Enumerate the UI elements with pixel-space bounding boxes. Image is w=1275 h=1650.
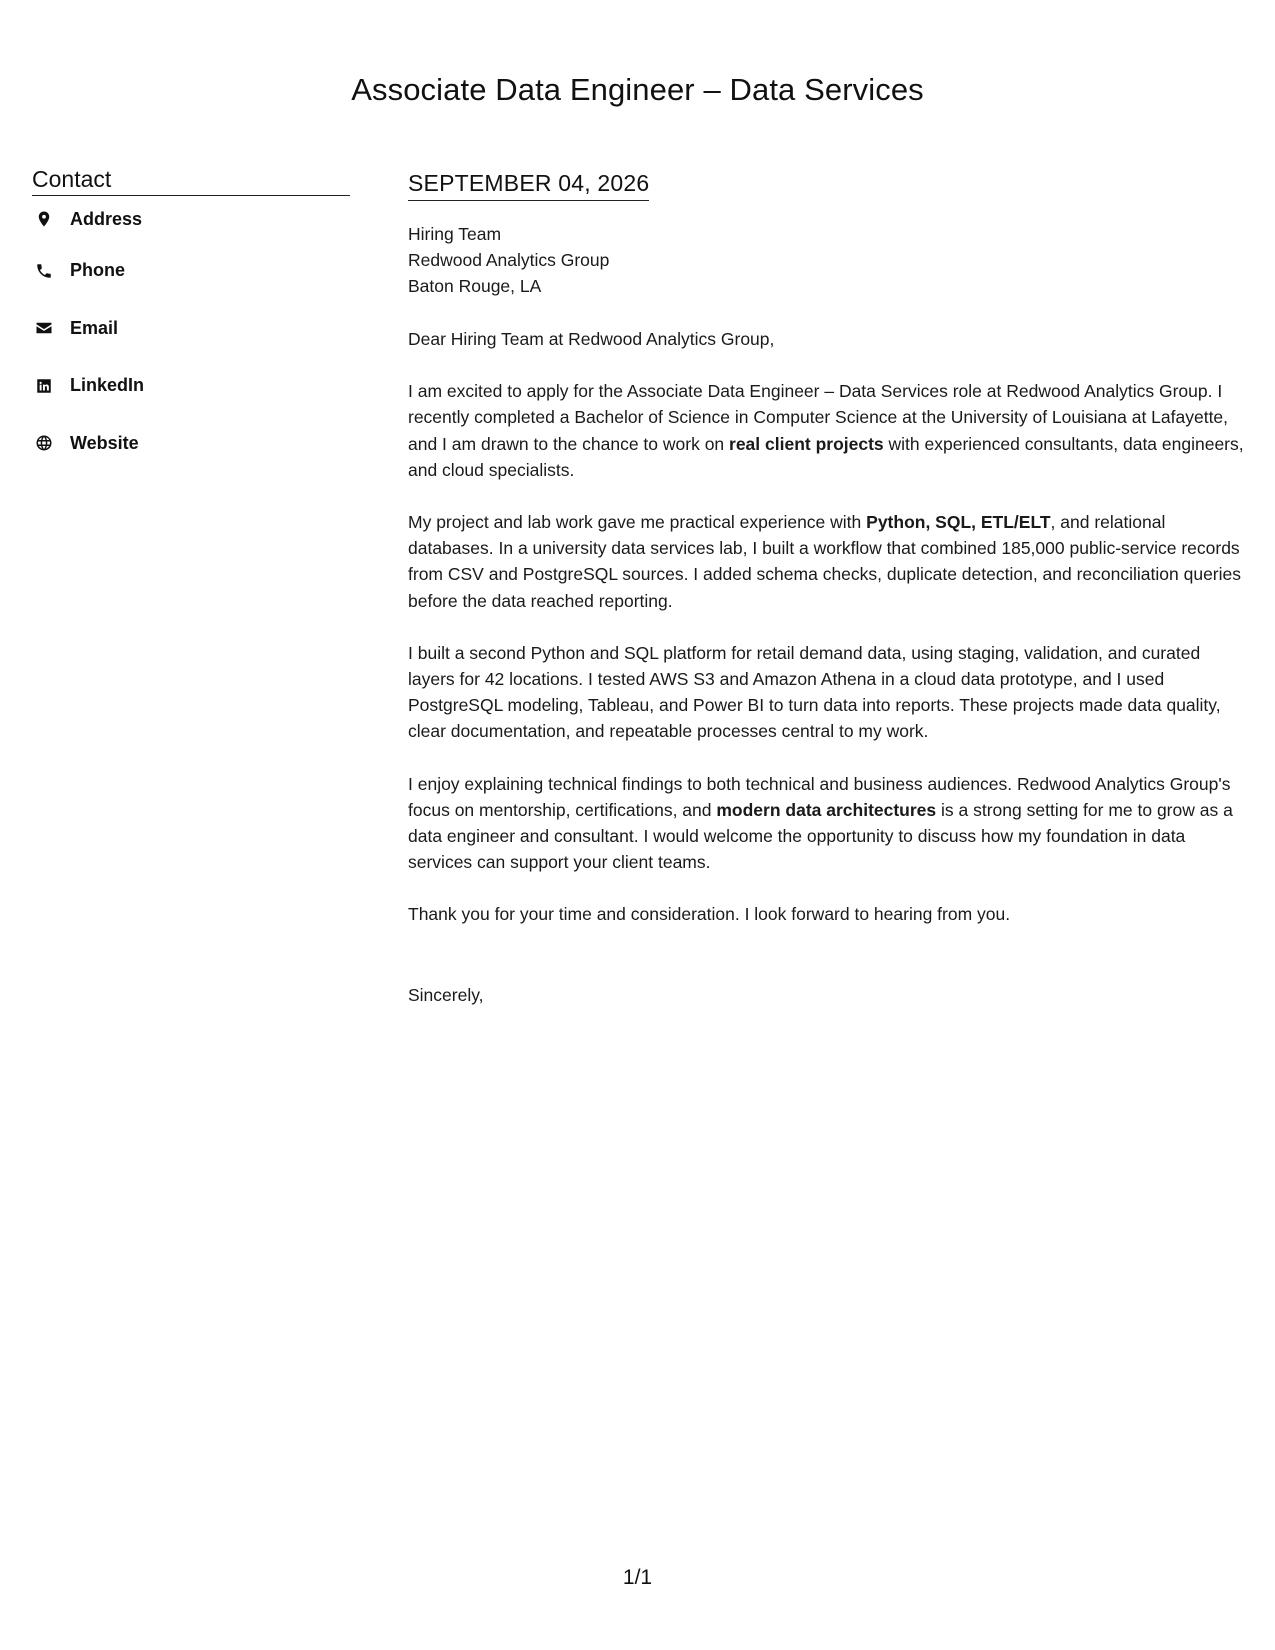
closing: Sincerely,: [408, 984, 484, 1005]
contact-item-website[interactable]: [32, 415, 350, 473]
map-pin-icon: [34, 209, 54, 229]
contact-label: Phone: [70, 260, 126, 281]
recipient-block: [408, 221, 1250, 299]
contact-label: Address: [70, 208, 143, 229]
paragraph-1: I am excited to apply for the Associate Data Engineer – Data Services role at Redwood Analytics Group. I recently completed a Bachelor of Science in Computer Science at the University of Louisiana at Lafayette, and I am drawn to the chance to work on real client projects with experienced consultants, data engineers, and cloud specialists.: [408, 381, 1244, 480]
letter-body: [408, 170, 1250, 1008]
emphasis: real client projects: [729, 433, 884, 454]
contact-label: Website: [70, 432, 139, 453]
recipient-line: Baton Rouge, LA: [408, 276, 542, 296]
paragraph-5: Thank you for your time and consideration. I look forward to hearing from you.: [408, 904, 1011, 925]
letter-date: SEPTEMBER 04, 2026: [408, 170, 649, 201]
paragraph-3: I built a second Python and SQL platform for retail demand data, using staging, validation, and curated layers for 42 locations. I tested AWS S3 and Amazon Athena in a cloud data prototype, and I used PostgreSQL modeling, Tableau, and Power BI to turn data into reports. These projects made data quality, clear documentation, and repeatable processes central to my work.: [408, 642, 1221, 742]
emphasis: modern data architectures: [716, 799, 937, 820]
recipient-line: Hiring Team: [408, 224, 502, 244]
recipient-line: Redwood Analytics Group: [408, 250, 610, 270]
paragraph-4: I enjoy explaining technical findings to both technical and business audiences. Redwood Analytics Group's focus on mentorship, certifications, and modern data architectures is a strong setting for me to grow as a data engineer and consultant. I would welcome the opportunity to discuss how my foundation in data services can support your client teams.: [408, 773, 1233, 873]
envelope-icon: [34, 318, 54, 338]
contact-sidebar: [32, 166, 350, 472]
contact-item-address[interactable]: [32, 196, 350, 242]
linkedin-icon: [34, 376, 54, 396]
contact-item-phone[interactable]: [32, 242, 350, 300]
contact-label: Email: [70, 317, 119, 338]
contact-heading: Contact: [32, 166, 350, 196]
contact-item-email[interactable]: [32, 300, 350, 358]
phone-icon: [34, 261, 54, 281]
paragraph-2: My project and lab work gave me practical experience with Python, SQL, ETL/ELT, and relational databases. In a university data services lab, I built a workflow that combined 185,000 public-service records from CSV and PostgreSQL sources. I added schema checks, duplicate detection, and reconciliation queries before the data reached reporting.: [408, 512, 1242, 611]
contact-list: [32, 196, 350, 472]
contact-item-linkedin[interactable]: [32, 357, 350, 415]
page-number: 1/1: [622, 1566, 653, 1589]
globe-icon: [34, 433, 54, 453]
emphasis: Python, SQL, ETL/ELT: [866, 512, 1051, 533]
salutation: Dear Hiring Team at Redwood Analytics Group,: [408, 329, 775, 349]
page-title: Associate Data Engineer – Data Services: [351, 72, 924, 107]
contact-label: LinkedIn: [70, 375, 145, 396]
